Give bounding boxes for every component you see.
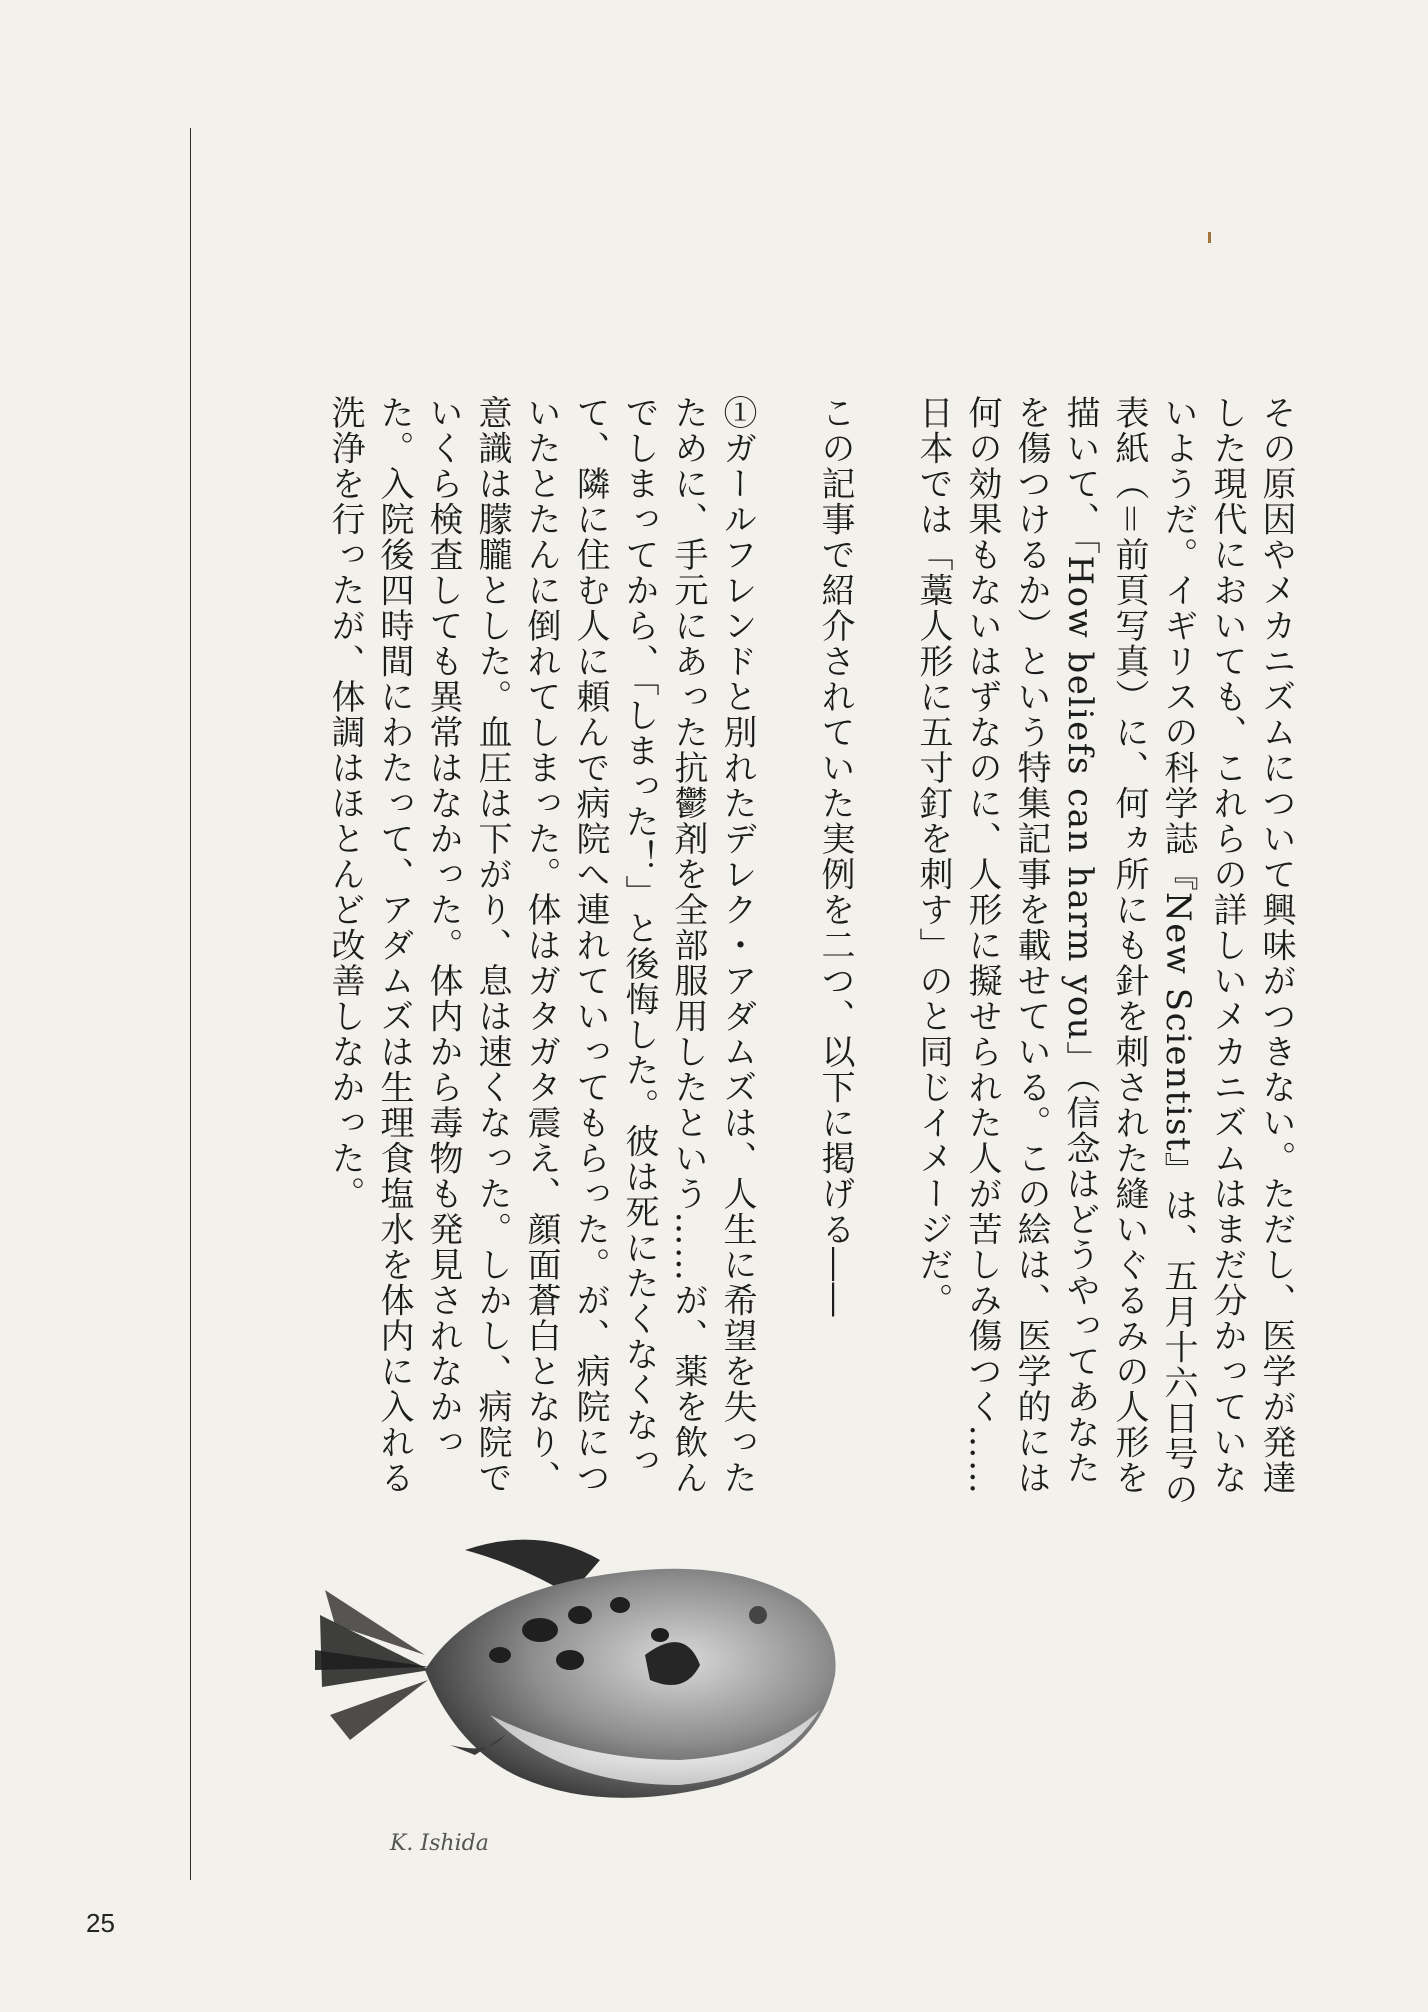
print-speck bbox=[1208, 232, 1211, 243]
fish-tail bbox=[315, 1590, 430, 1740]
pufferfish-illustration bbox=[300, 1455, 900, 1875]
article-body bbox=[250, 395, 1300, 1515]
fish-eye bbox=[749, 1606, 767, 1624]
margin-rule bbox=[190, 128, 191, 1880]
artist-signature: K. Ishida bbox=[390, 1831, 489, 1856]
paragraph-2: この記事で紹介されていた実例を二つ、以下に掲げる―― bbox=[815, 395, 855, 1318]
page-number: 25 bbox=[86, 1908, 115, 1938]
paragraph-1: その原因やメカニズムについて興味がつきない。ただし、医学が発達した現代においても、これらの詳しいメカニズムはまだ分かっていないようだ。イギリスの科学誌『New Scientist』は、五月十六日号の表紙（＝前頁写真）に、何ヵ所にも針を刺された縫いぐるみの人形を描いて、「How beliefs can harm you」（信念はどうやってあなたを傷つけるか）という特集記事を載せている。この絵は、医学的には何の効果もないはずなのに、人形に擬せられた人が苦しみ傷つく……日本では「藁人形に五寸釘を刺す」のと同じイメージだ。 bbox=[913, 395, 1296, 1508]
paragraph-3: ①ガールフレンドと別れたデレク・アダムズは、人生に希望を失ったために、手元にあった抗鬱剤を全部服用したという……が、薬を飲んでしまってから、「しまった！」と後悔した。彼は死にたくなくなって、隣に住む人に頼んで病院へ連れていってもらった。が、病院についたとたんに倒れてしまった。体はガタガタ震え、顔面蒼白となり、意識は朦朧とした。血圧は下がり、息は速くなった。しかし、病院でいくら検査しても異常はなかった。体内から毒物も発見されなかった。入院後四時間にわたって、アダムズは生理食塩水を体内に入れる洗浄を行ったが、体調はほとんど改善しなかった。 bbox=[325, 395, 757, 1496]
